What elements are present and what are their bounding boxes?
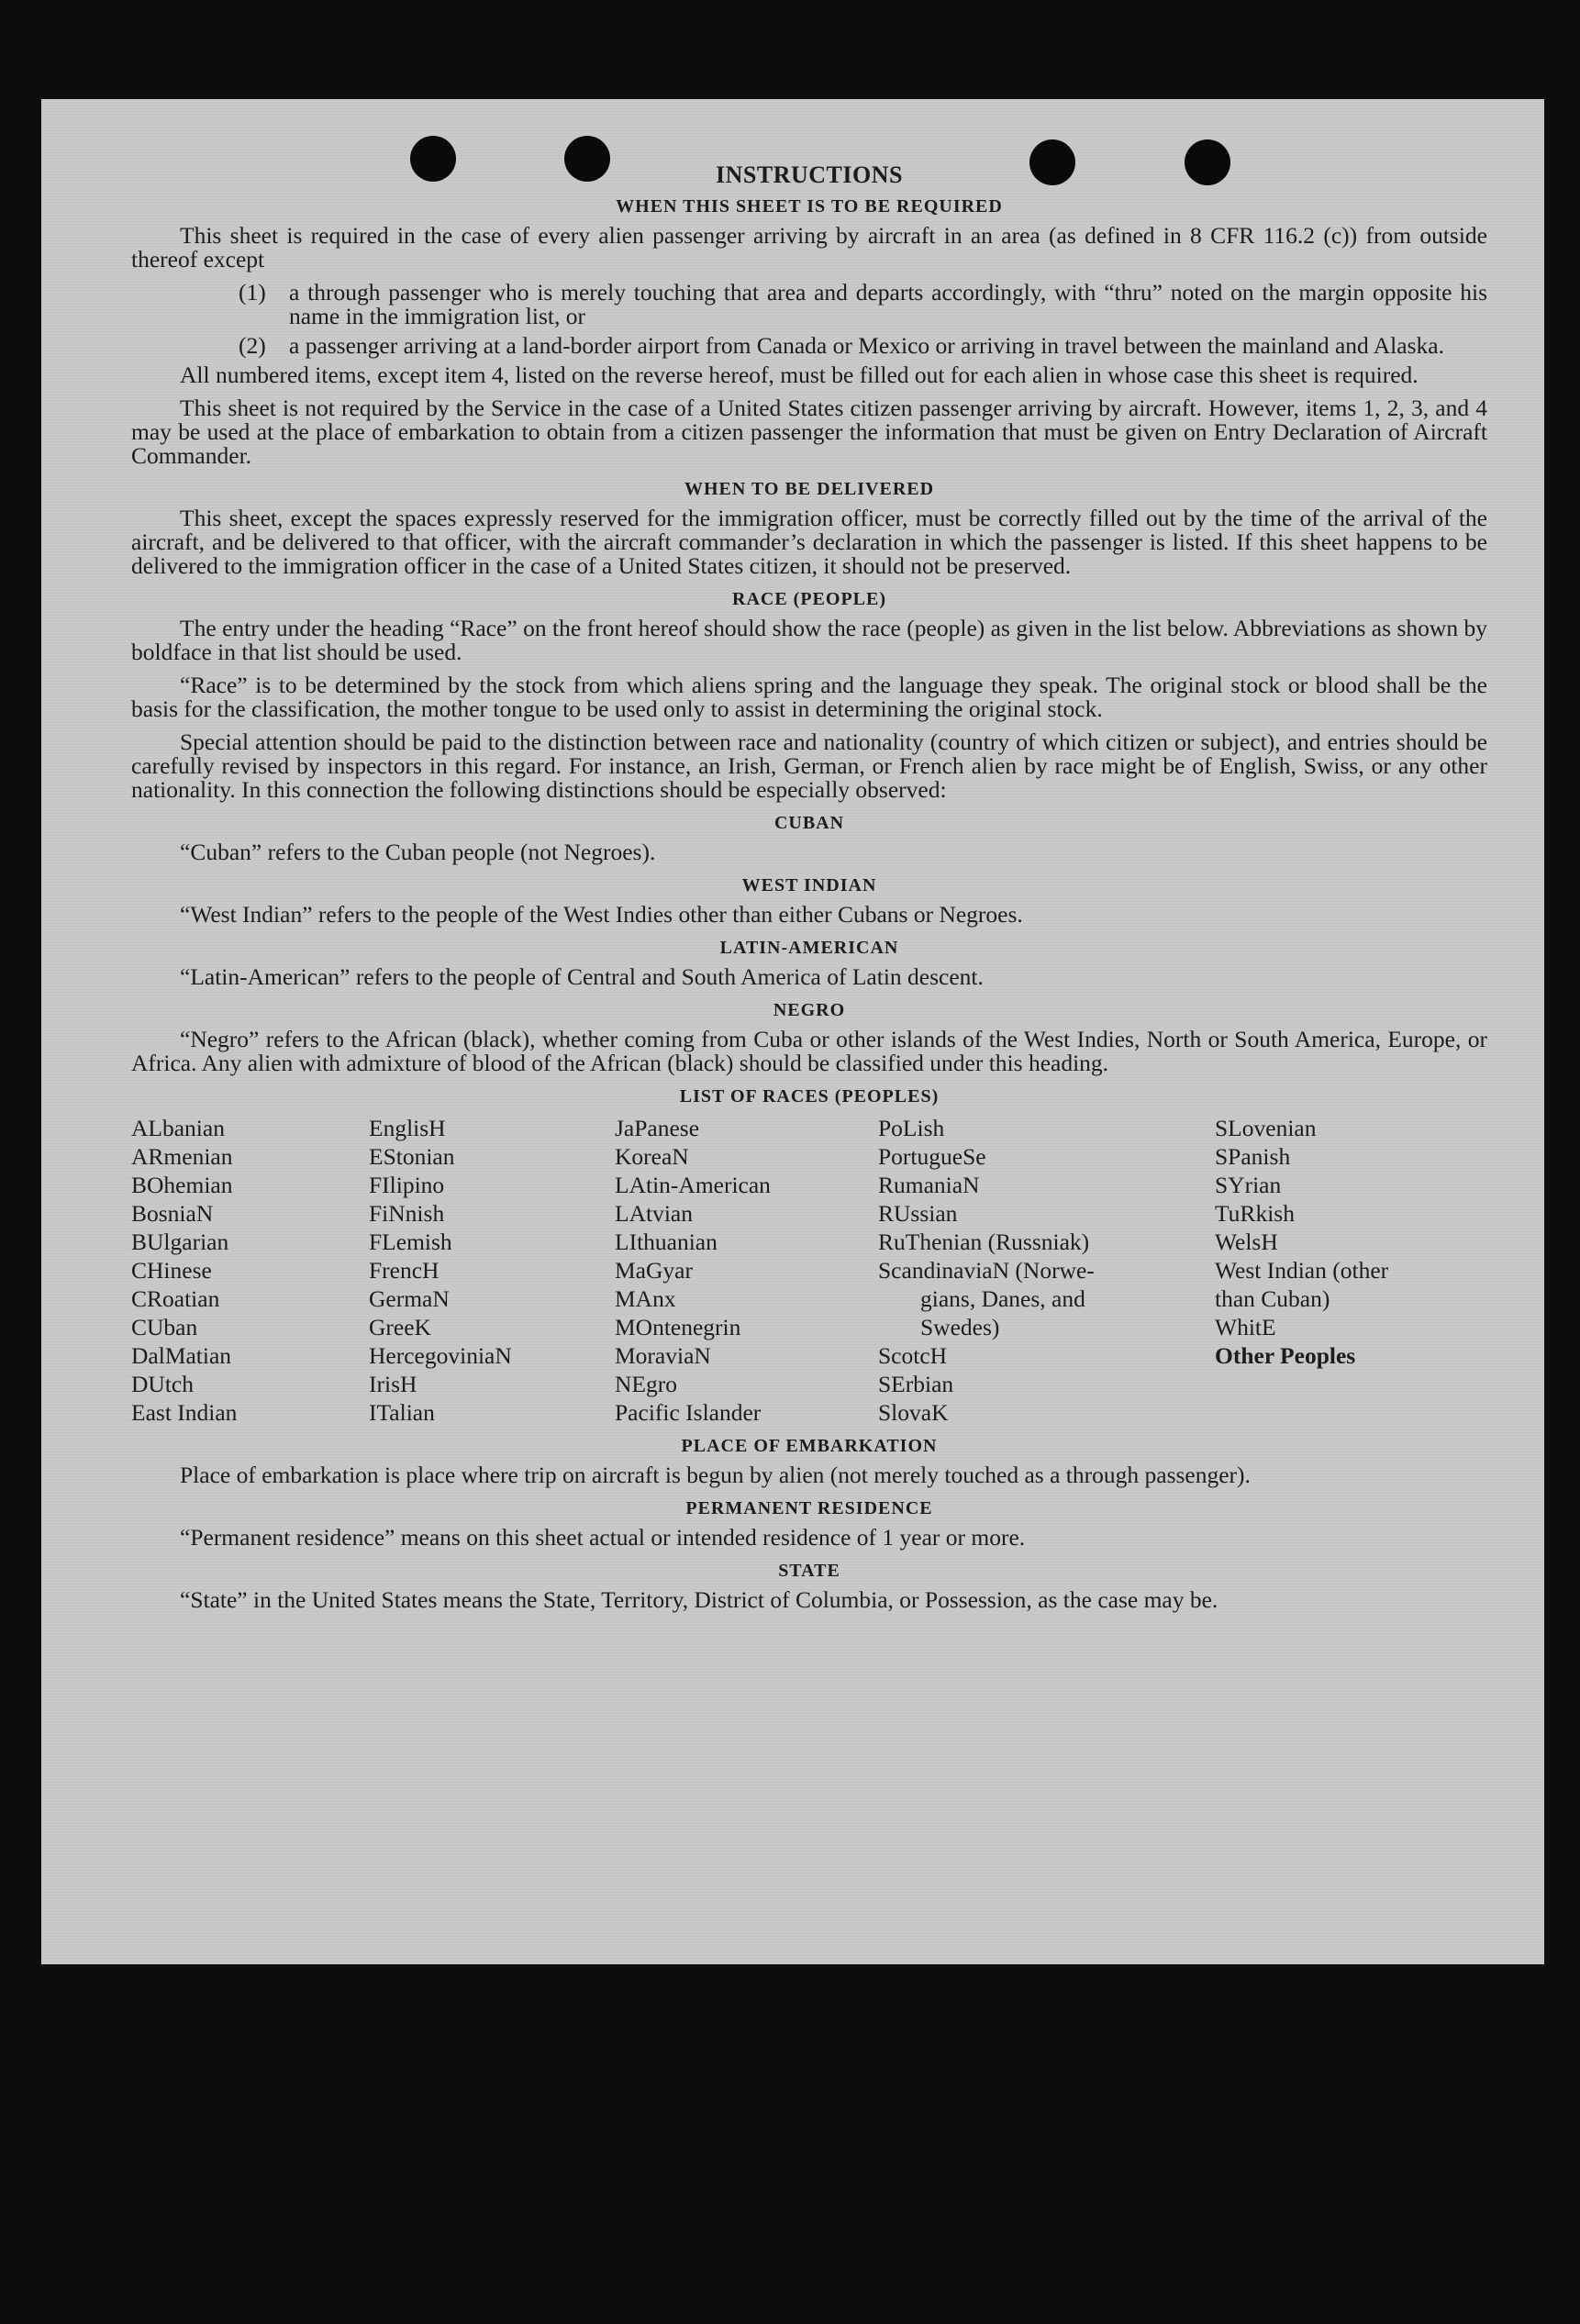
race-item: BOhemian <box>131 1172 233 1198</box>
document-body <box>131 163 1487 1621</box>
race-item: PoLish <box>878 1115 945 1141</box>
race-item: CRoatian <box>131 1285 220 1312</box>
race-item: SlovaK <box>878 1399 949 1426</box>
race-item: FIlipino <box>369 1172 445 1198</box>
race-item: WhitE <box>1215 1314 1276 1340</box>
race-item: West Indian (other <box>1215 1257 1389 1284</box>
paragraph: This sheet, except the spaces expressly reserved for the immigration officer, must be correctly filled out by the time of the arrival of the aircraft, and be delivered to that officer, with the aircraft commander’s declaration in which the passenger is listed. If this sheet happens to be delivered to the immigration officer in the case of a United States citizen, it should not be preserved. <box>131 505 1487 579</box>
list-item: (1) a through passenger who is merely touching that area and departs accordingly, with “thru” noted on the margin opposite his name in the immigration list, or <box>239 279 1487 329</box>
race-item: LIthuanian <box>615 1229 718 1255</box>
race-item: MaGyar <box>615 1257 693 1284</box>
race-column <box>615 1114 878 1427</box>
race-column <box>131 1114 369 1427</box>
race-item: SLovenian <box>1215 1115 1317 1141</box>
race-item: IrisH <box>369 1371 417 1397</box>
race-item: JaPanese <box>615 1115 700 1141</box>
race-column <box>1215 1114 1487 1427</box>
section-heading-list: LIST OF RACES (PEOPLES) <box>679 1086 940 1106</box>
race-item: CUban <box>131 1314 198 1340</box>
paragraph: This sheet is required in the case of every alien passenger arriving by aircraft in an area (as defined in 8 CFR 116.2 (c)) from outside thereof except <box>131 222 1487 272</box>
section-heading-state: STATE <box>778 1561 840 1581</box>
race-item: NEgro <box>615 1371 677 1397</box>
race-item: BUlgarian <box>131 1229 229 1255</box>
race-item: FLemish <box>369 1229 452 1255</box>
race-item: LAtin-American <box>615 1172 771 1198</box>
paragraph: “West Indian” refers to the people of the West Indies other than either Cubans or Negroes. <box>180 901 1023 928</box>
race-item: MoraviaN <box>615 1342 711 1369</box>
section-heading-embarkation: PLACE OF EMBARKATION <box>681 1436 938 1456</box>
race-item: DalMatian <box>131 1342 232 1369</box>
section-heading-race: RACE (PEOPLE) <box>732 589 886 609</box>
paragraph: All numbered items, except item 4, listed on the reverse hereof, must be filled out for each alien in whose case this sheet is required. <box>180 361 1419 388</box>
race-item: GreeK <box>369 1314 431 1340</box>
race-item: Pacific Islander <box>615 1399 762 1426</box>
paragraph: Place of embarkation is place where trip on aircraft is begun by alien (not merely touched as a through passenger). <box>180 1462 1251 1488</box>
race-item: TuRkish <box>1215 1200 1295 1227</box>
section-heading-delivered: WHEN TO BE DELIVERED <box>684 479 935 499</box>
paragraph: This sheet is not required by the Service in the case of a United States citizen passenger arriving by aircraft. However, items 1, 2, 3, and 4 may be used at the place of embarkation to obtain from a citizen passenger the information that must be given on Entry Declaration of Aircraft Commander. <box>131 395 1487 469</box>
race-column <box>878 1114 1215 1427</box>
race-item: SYrian <box>1215 1172 1282 1198</box>
race-item: EStonian <box>369 1143 455 1170</box>
page-title: INSTRUCTIONS <box>716 161 903 188</box>
instruction-sheet <box>41 99 1544 1964</box>
paragraph: “Negro” refers to the African (black), whether coming from Cuba or other islands of the West Indies, North or South America, Europe, or Africa. Any alien with admixture of blood of the African (black) should be classified under this heading. <box>131 1026 1487 1076</box>
section-heading-residence: PERMANENT RESIDENCE <box>685 1498 933 1518</box>
paragraph: “Cuban” refers to the Cuban people (not Negroes). <box>180 839 656 865</box>
race-item: GermaN <box>369 1285 450 1312</box>
race-item: BosniaN <box>131 1200 214 1227</box>
paragraph: “State” in the United States means the State, Territory, District of Columbia, or Possession, as the case may be. <box>180 1586 1218 1613</box>
section-heading-west-indian: WEST INDIAN <box>741 875 877 895</box>
race-item: MAnx <box>615 1285 676 1312</box>
race-list <box>131 1114 1487 1427</box>
race-item: ALbanian <box>131 1115 225 1141</box>
race-item: ARmenian <box>131 1143 233 1170</box>
race-item: SErbian <box>878 1371 954 1397</box>
section-heading-required: WHEN THIS SHEET IS TO BE REQUIRED <box>616 196 1003 217</box>
section-heading-latin-american: LATIN-AMERICAN <box>719 938 899 958</box>
race-item: ITalian <box>369 1399 435 1426</box>
paragraph: “Race” is to be determined by the stock from which aliens spring and the language they speak. The original stock or blood shall be the basis for the classification, the mother tongue to be used only to assist in determining the original stock. <box>131 672 1487 722</box>
list-item: (2) a passenger arriving at a land-border airport from Canada or Mexico or arriving in travel between the mainland and Alaska. <box>239 332 1444 359</box>
race-item: DUtch <box>131 1371 194 1397</box>
race-item: MOntenegrin <box>615 1314 741 1340</box>
race-item: WelsH <box>1215 1229 1278 1255</box>
section-heading-cuban: CUBAN <box>773 813 845 833</box>
section-heading-negro: NEGRO <box>773 1000 846 1020</box>
race-item: ScandinaviaN (Norwe- <box>878 1257 1095 1284</box>
race-item: FiNnish <box>369 1200 445 1227</box>
race-item: LAtvian <box>615 1200 693 1227</box>
race-item: CHinese <box>131 1257 212 1284</box>
race-item: than Cuban) <box>1215 1285 1330 1312</box>
race-item: gians, Danes, and <box>920 1285 1085 1312</box>
race-item: EnglisH <box>369 1115 446 1141</box>
race-item: Other Peoples <box>1215 1342 1356 1369</box>
paragraph: “Permanent residence” means on this sheet actual or intended residence of 1 year or more. <box>180 1524 1026 1551</box>
race-item: Swedes) <box>920 1314 1000 1340</box>
paragraph: “Latin-American” refers to the people of Central and South America of Latin descent. <box>180 963 984 990</box>
race-item: KoreaN <box>615 1143 689 1170</box>
race-item: RuThenian (Russniak) <box>878 1229 1090 1255</box>
race-column <box>369 1114 615 1427</box>
race-item: ScotcH <box>878 1342 948 1369</box>
race-item: RUssian <box>878 1200 958 1227</box>
race-item: FrencH <box>369 1257 440 1284</box>
race-item: HercegoviniaN <box>369 1342 512 1369</box>
race-item: RumaniaN <box>878 1172 980 1198</box>
paragraph: Special attention should be paid to the distinction between race and nationality (country of which citizen or subject), and entries should be carefully revised by inspectors in this regard. For instance, an Irish, German, or French alien by race might be of English, Swiss, or any other nationality. In this connection the following distinctions should be especially observed: <box>131 728 1487 803</box>
paragraph: The entry under the heading “Race” on the front hereof should show the race (people) as given in the list below. Abbreviations as shown by boldface in that list should be used. <box>131 615 1487 665</box>
race-item: PortugueSe <box>878 1143 986 1170</box>
race-item: East Indian <box>131 1399 238 1426</box>
race-item: SPanish <box>1215 1143 1291 1170</box>
